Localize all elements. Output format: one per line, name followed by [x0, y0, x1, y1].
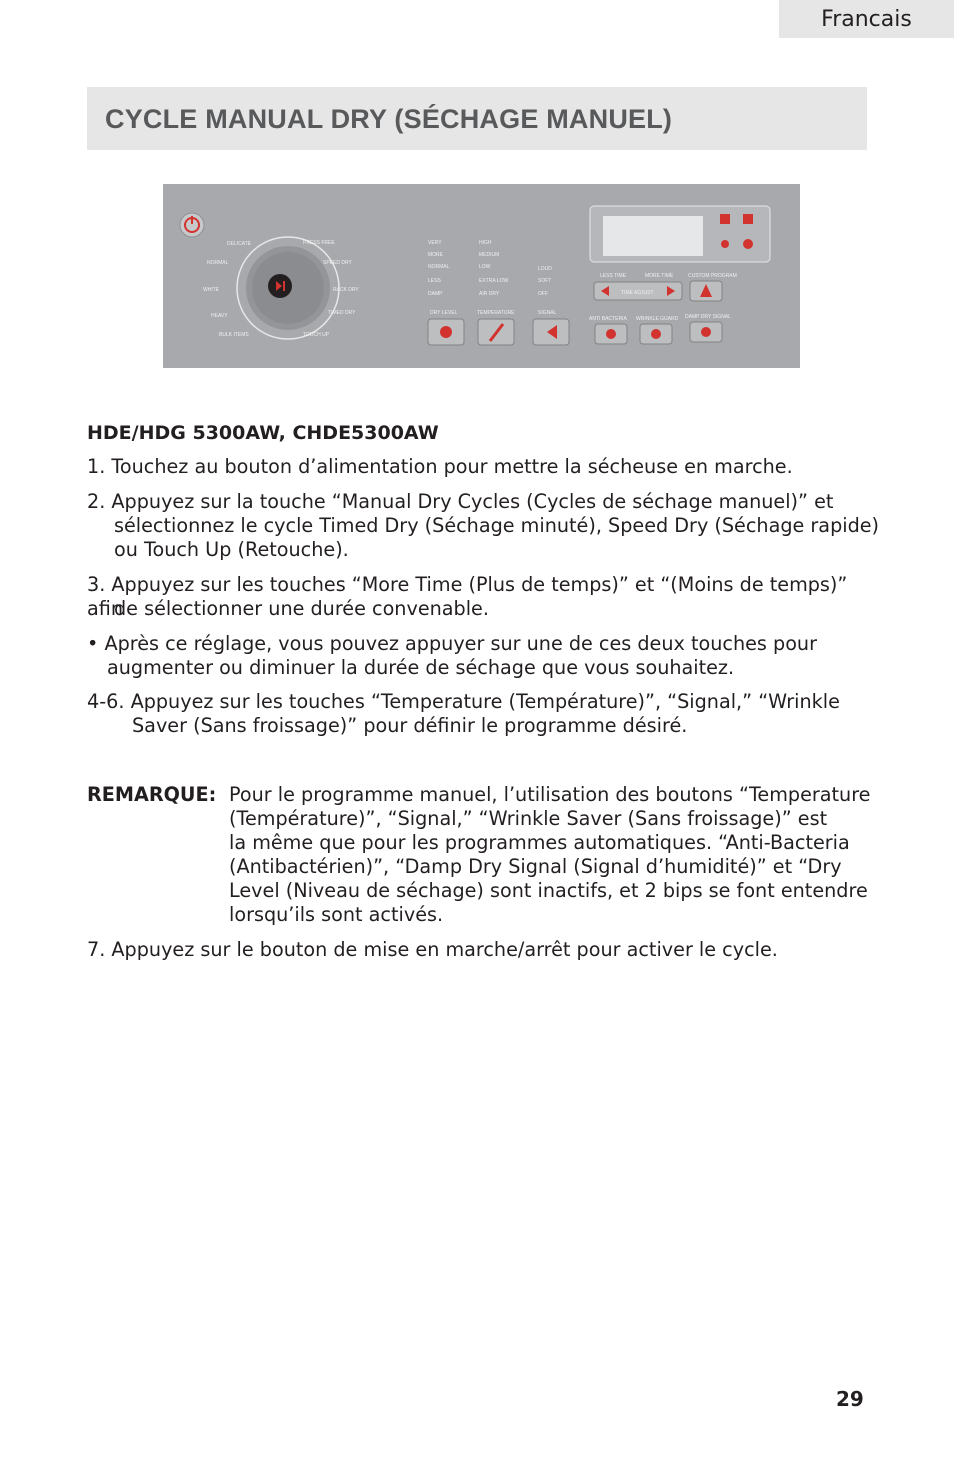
step-number: 3.: [87, 573, 106, 596]
cycle-label: DELICATE: [227, 241, 252, 247]
step-text-line: Appuyez sur la touche “Manual Dry Cycles (Cycles de séchage manuel)” et: [111, 490, 834, 513]
cycle-label: WHITE: [203, 287, 220, 293]
bullet: •: [87, 632, 99, 655]
note-line: Level (Niveau de séchage) sont inactifs, et 2 bips se font entendre: [229, 879, 868, 902]
option-label: DAMP DRY SIGNAL: [685, 314, 731, 320]
power-icon: [180, 213, 204, 237]
note-line: (Température)”, “Signal,” “Wrinkle Saver (Sans froissage)” est: [229, 807, 828, 830]
cycle-label: SPEED DRY: [323, 260, 352, 266]
step-text: Appuyez sur le bouton de mise en marche/arrêt pour activer le cycle.: [111, 938, 778, 961]
step-text-line: ou Touch Up (Retouche).: [114, 538, 349, 561]
step-text-line: Après ce réglage, vous pouvez appuyer sur une de ces deux touches pour: [104, 632, 817, 655]
signal-label: OFF: [538, 291, 548, 297]
temperature-label: EXTRA LOW: [479, 278, 509, 284]
option-buttons: [595, 322, 722, 344]
cycle-dial: [237, 237, 339, 339]
note-line: Pour le programme manuel, l’utilisation des boutons “Temperature: [229, 783, 871, 806]
step-1: [87, 455, 793, 479]
note-line: la même que pour les programmes automatiques. “Anti-Bacteria: [229, 831, 850, 854]
time-label: LESS TIME: [600, 273, 627, 279]
signal-button: [533, 319, 569, 345]
step-text-line: augmenter ou diminuer la durée de séchage que vous souhaitez.: [107, 656, 735, 679]
note-line: lorsqu’ils sont activés.: [229, 903, 444, 926]
step-text-line: Saver (Sans froissage)” pour définir le programme désiré.: [132, 714, 688, 737]
temperature-button: [478, 319, 514, 345]
signal-label: LOUD: [538, 266, 552, 272]
step-text-line: Appuyez sur les touches “More Time (Plus de temps)” et “(Moins de temps)” afin: [87, 573, 848, 620]
cycle-label: BULK ITEMS: [219, 332, 249, 338]
button-label: DRY LEVEL: [430, 310, 458, 316]
time-label: CUSTOM PROGRAM: [688, 273, 737, 279]
step-text: Touchez au bouton d’alimentation pour mettre la sécheuse en marche.: [111, 455, 793, 478]
step-text-line: de sélectionner une durée convenable.: [114, 597, 489, 620]
step-4-6: [87, 690, 840, 714]
cycle-label: TIMED DRY: [328, 310, 356, 316]
cycle-label: TOUCH UP: [303, 332, 330, 338]
step-text-line: Appuyez sur les touches “Temperature (Température)”, “Signal,” “Wrinkle: [130, 690, 840, 713]
note-label: REMARQUE:: [87, 783, 217, 806]
model-heading: HDE/HDG 5300AW, CHDE5300AW: [87, 422, 439, 444]
button-label: TEMPERATURE: [477, 310, 515, 316]
cycle-label: RACK DRY: [333, 287, 359, 293]
section-title-bar: [87, 87, 867, 150]
control-panel-image: [163, 184, 806, 368]
step-number: 7.: [87, 938, 106, 961]
dry-level-label: NORMAL: [428, 264, 450, 270]
temperature-label: AIR DRY: [479, 291, 500, 297]
time-display: [590, 206, 770, 262]
cycle-label: NORMAL: [207, 260, 229, 266]
cycle-label: PRESS FREE: [303, 240, 335, 246]
note-line: (Antibactérien)”, “Damp Dry Signal (Signal d’humidité)” et “Dry: [229, 855, 842, 878]
dry-level-label: VERY: [428, 240, 442, 246]
section-title: CYCLE MANUAL DRY (SÉCHAGE MANUEL): [105, 104, 673, 134]
temperature-label: MEDIUM: [479, 252, 500, 258]
dry-level-label: LESS: [428, 278, 441, 284]
time-label: MORE TIME: [645, 273, 674, 279]
step-number: 1.: [87, 455, 106, 478]
temperature-label: HIGH: [479, 240, 492, 246]
cycle-label: HEAVY: [211, 313, 228, 319]
step-text-line: sélectionnez le cycle Timed Dry (Séchage minuté), Speed Dry (Séchage rapide): [114, 514, 880, 537]
bullet-note: [87, 632, 817, 656]
dry-level-button: [428, 319, 464, 345]
dry-level-label: MORE: [428, 252, 443, 258]
step-number: 2.: [87, 490, 106, 513]
option-label: ANTI BACTERIA: [589, 316, 627, 322]
note-text: [229, 783, 879, 927]
time-adjust-buttons: [594, 281, 722, 301]
signal-label: SOFT: [538, 278, 552, 284]
page-number: 29: [836, 1387, 864, 1411]
temperature-label: LOW: [479, 264, 491, 270]
step-2: [87, 490, 833, 514]
button-label: SIGNAL: [538, 310, 557, 316]
language-tab: Francais: [779, 0, 954, 38]
time-label: TIME ADJUST: [621, 290, 654, 296]
dry-level-label: DAMP: [428, 291, 443, 297]
option-label: WRINKLE GUARD: [636, 316, 679, 322]
step-number: 4-6.: [87, 690, 125, 713]
step-7: [87, 938, 778, 962]
